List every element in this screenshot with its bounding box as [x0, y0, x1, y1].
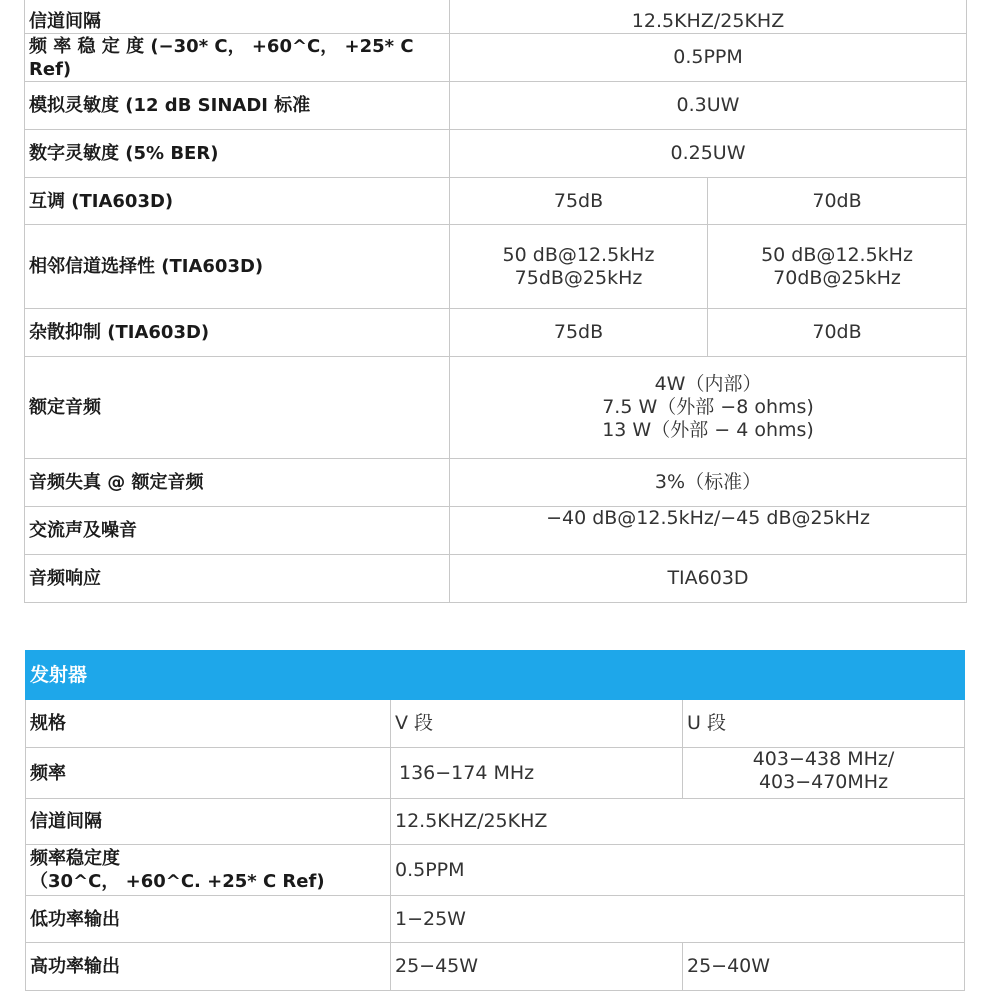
v-band-value: 75dB: [450, 178, 708, 225]
value-line: 7.5 W（外部 −8 ohms): [602, 396, 814, 418]
table-row: [25, 507, 967, 555]
u-band-value: 70dB: [708, 178, 967, 225]
v-band-value: [450, 225, 708, 309]
u-band-value: [708, 225, 967, 309]
v-band-value: 75dB: [450, 309, 708, 357]
value-line: 50 dB@12.5kHz: [761, 243, 913, 266]
row-label: 信道间隔: [25, 0, 450, 34]
v-band-header: V 段: [391, 700, 683, 748]
table-row: [25, 225, 967, 309]
header-blank: [391, 651, 965, 700]
row-label: 频 率 稳 定 度 (−30* C， +60^C， +25* C Ref): [25, 34, 450, 82]
u-band-value: 70dB: [708, 309, 967, 357]
u-band-value: 25−40W: [683, 943, 965, 991]
table-row: [26, 799, 965, 845]
label-line: 频率稳定度: [30, 848, 120, 869]
table-row: [25, 130, 967, 178]
row-label: 低功率输出: [26, 896, 391, 943]
row-label: 交流声及噪音: [25, 507, 450, 555]
table-row: [25, 555, 967, 603]
v-band-value: 25−45W: [391, 943, 683, 991]
row-label: 相邻信道选择性 (TIA603D): [25, 225, 450, 309]
row-label: 额定音频: [25, 357, 450, 459]
row-label: 数字灵敏度 (5% BER): [25, 130, 450, 178]
row-value: 0.25UW: [450, 130, 967, 178]
table-row: [26, 943, 965, 991]
value-line: 403−438 MHz/: [752, 748, 895, 770]
u-band-value: [683, 748, 965, 799]
row-label: 音频失真 @ 额定音频: [25, 459, 450, 507]
row-label: 规格: [26, 700, 391, 748]
receiver-spec-table: [24, 0, 967, 603]
value-line: 13 W（外部 − 4 ohms): [602, 419, 814, 441]
row-label: 频率: [26, 748, 391, 799]
row-value: 0.3UW: [450, 82, 967, 130]
row-label: 模拟灵敏度 (12 dB SINADI 标准: [25, 82, 450, 130]
table-row: [25, 357, 967, 459]
table-row: [26, 896, 965, 943]
table-row: [26, 845, 965, 896]
table-row: [25, 178, 967, 225]
table-row: [26, 748, 965, 799]
value-line: 50 dB@12.5kHz: [502, 243, 655, 266]
table-row: [25, 82, 967, 130]
row-label: 杂散抑制 (TIA603D): [25, 309, 450, 357]
row-value: 3%（标准）: [450, 459, 967, 507]
table-row: [25, 0, 967, 34]
transmitter-spec-table: [25, 650, 965, 991]
row-label: 信道间隔: [26, 799, 391, 845]
table-header-row: [26, 651, 965, 700]
row-value: 0.5PPM: [450, 34, 967, 82]
table-row: [25, 309, 967, 357]
row-value: 0.5PPM: [391, 845, 965, 896]
label-line: （30^C， +60^C. +25* C Ref): [30, 871, 325, 892]
value-line: 70dB@25kHz: [773, 266, 901, 289]
value-line: 4W（内部）: [654, 373, 762, 395]
row-label: 高功率输出: [26, 943, 391, 991]
row-value: 12.5KHZ/25KHZ: [450, 0, 967, 34]
table-row: [25, 459, 967, 507]
row-value: 1−25W: [391, 896, 965, 943]
row-value: [450, 357, 967, 459]
row-value: 12.5KHZ/25KHZ: [391, 799, 965, 845]
row-label: 音频响应: [25, 555, 450, 603]
row-label: [26, 845, 391, 896]
row-value: TIA603D: [450, 555, 967, 603]
u-band-header: U 段: [683, 700, 965, 748]
value-line: 403−470MHz: [758, 771, 889, 793]
section-title: 发射器: [26, 651, 391, 700]
table-row: [25, 34, 967, 82]
row-value: −40 dB@12.5kHz/−45 dB@25kHz: [450, 507, 967, 555]
value-line: 75dB@25kHz: [514, 266, 643, 289]
row-label: 互调 (TIA603D): [25, 178, 450, 225]
v-band-value: 136−174 MHz: [391, 748, 683, 799]
table-row: [26, 700, 965, 748]
